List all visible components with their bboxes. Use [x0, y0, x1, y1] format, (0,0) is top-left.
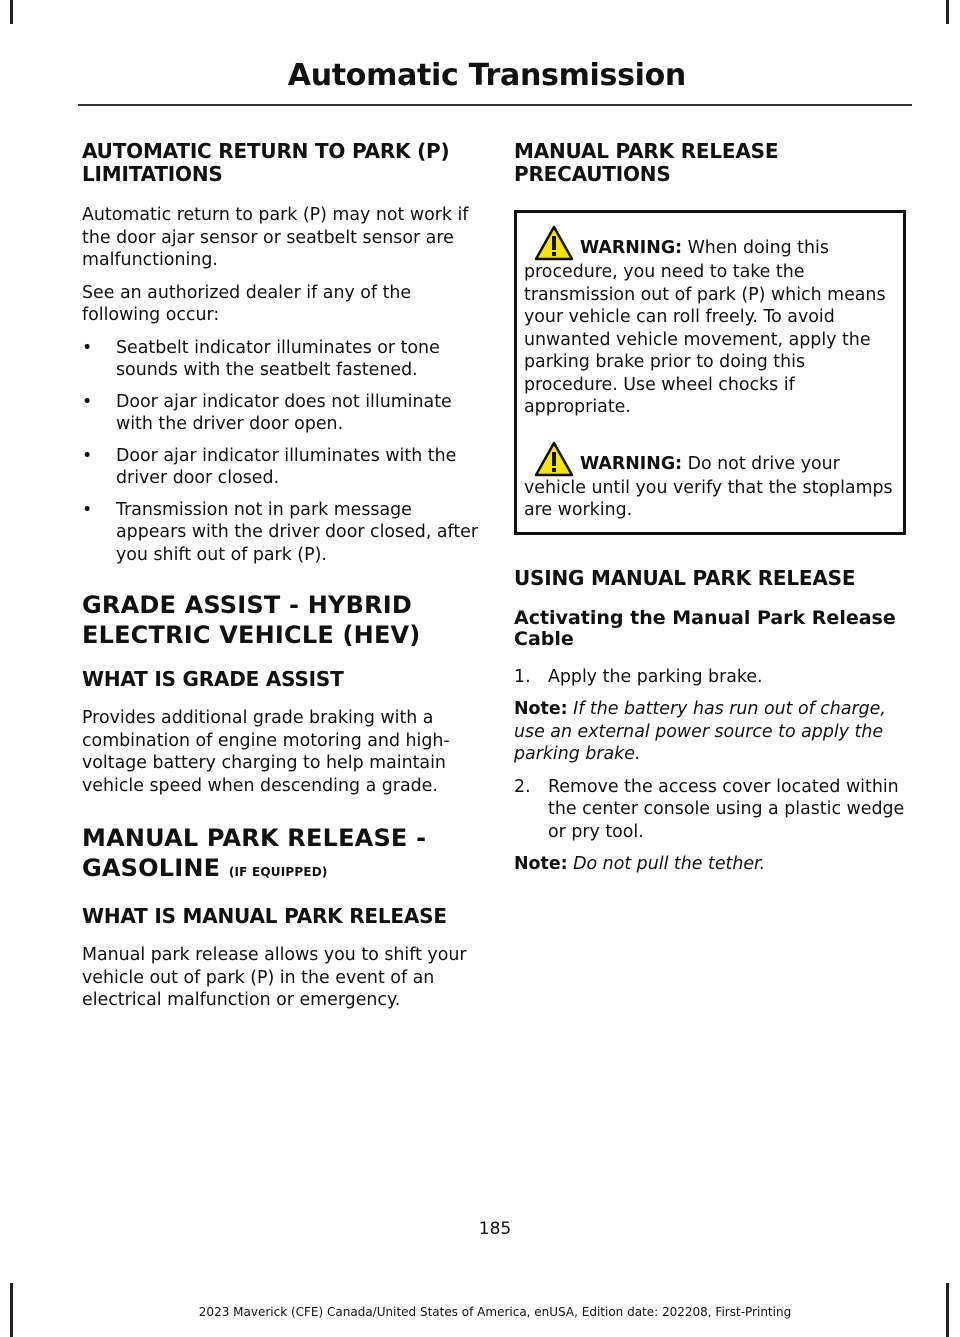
- section-title-precautions: MANUAL PARK RELEASE PRECAUTIONS: [514, 139, 779, 186]
- note: [514, 853, 906, 876]
- list-item: [82, 337, 482, 382]
- paragraph: Provides additional grade braking with a combination of engine motoring and high-voltage battery charging to help maintain vehicle speed when descending a grade.: [82, 708, 450, 796]
- list-item: [82, 445, 482, 490]
- bullet: •: [82, 391, 93, 412]
- warning-paragraph: [524, 441, 896, 522]
- crop-mark-top-left: [10, 0, 13, 24]
- warning-paragraph: [524, 225, 896, 419]
- page-header-title: Automatic Transmission: [287, 58, 686, 93]
- bullet-list: [82, 337, 482, 567]
- if-equipped-label: (IF EQUIPPED): [228, 865, 328, 879]
- section-title-auto-return-park: AUTOMATIC RETURN TO PARK (P) LIMITATIONS: [82, 139, 450, 186]
- step-number: 1.: [514, 666, 531, 687]
- warning-label: WARNING:: [580, 453, 683, 474]
- list-item-text: Seatbelt indicator illuminates or tone sounds with the seatbelt fastened.: [116, 337, 440, 380]
- step-text: Apply the parking brake.: [548, 666, 763, 687]
- subsection-title-what-is-manual-park-release: WHAT IS MANUAL PARK RELEASE: [82, 904, 447, 928]
- note-text: If the battery has run out of charge, use an external power source to apply the parking brake.: [514, 699, 886, 764]
- section-title-using-manual-park-release: USING MANUAL PARK RELEASE: [514, 565, 856, 590]
- paragraph: See an authorized dealer if any of the following occur:: [82, 282, 412, 325]
- warning-triangle-icon: [534, 225, 574, 261]
- bullet: •: [82, 337, 93, 358]
- list-item: [82, 391, 482, 436]
- steps-list: [514, 666, 906, 689]
- left-column: [82, 140, 482, 1022]
- header-divider: [78, 104, 912, 106]
- bullet: •: [82, 445, 93, 466]
- note: [514, 698, 906, 766]
- warning-text: When doing this procedure, you need to take the transmission out of park (P) which means your vehicle can roll freely. To avoid unwanted vehicle movement, apply the parking brake prior to doing this procedure. Use wheel chocks if appropriate.: [524, 238, 886, 417]
- bullet: •: [82, 499, 93, 520]
- subsection-title-what-is-grade-assist: WHAT IS GRADE ASSIST: [82, 667, 344, 691]
- list-item-text: Transmission not in park message appears with the driver door closed, after you shift out of park (P).: [116, 499, 479, 565]
- step-number: 2.: [514, 776, 531, 797]
- step-item: [514, 776, 906, 844]
- step-item: [514, 666, 906, 689]
- edition-footer: 2023 Maverick (CFE) Canada/United States of America, enUSA, Edition date: 202208, First-Printing: [198, 1305, 792, 1319]
- right-column: [514, 140, 906, 886]
- page-number: 185: [478, 1219, 512, 1239]
- warning-triangle-icon: [534, 441, 574, 477]
- subsection-title-activating-cable: Activating the Manual Park Release Cable: [514, 606, 896, 650]
- list-item: [82, 499, 482, 567]
- steps-list: [514, 776, 906, 844]
- section-title-manual-park-release: [82, 823, 482, 887]
- step-text: Remove the access cover located within the center console using a plastic wedge or pry tool.: [548, 776, 905, 842]
- warning-text: Do not drive your vehicle until you verify that the stoplamps are working.: [524, 453, 893, 520]
- warning-label: WARNING:: [580, 238, 683, 258]
- paragraph: Automatic return to park (P) may not work if the door ajar sensor or seatbelt sensor are malfunctioning.: [82, 205, 469, 270]
- note-text: Do not pull the tether.: [573, 854, 766, 874]
- paragraph: Manual park release allows you to shift your vehicle out of park (P) in the event of an electrical malfunction or emergency.: [82, 945, 467, 1010]
- note-label: Note:: [514, 854, 568, 874]
- crop-mark-top-right: [946, 0, 949, 24]
- note-label: Note:: [514, 699, 568, 719]
- list-item-text: Door ajar indicator illuminates with the driver door closed.: [116, 445, 457, 488]
- section-title-text: MANUAL PARK RELEASE - GASOLINE: [82, 824, 427, 882]
- list-item-text: Door ajar indicator does not illuminate with the driver door open.: [116, 391, 452, 434]
- section-title-grade-assist: GRADE ASSIST - HYBRID ELECTRIC VEHICLE (HEV): [82, 591, 421, 649]
- warning-box: [514, 210, 906, 535]
